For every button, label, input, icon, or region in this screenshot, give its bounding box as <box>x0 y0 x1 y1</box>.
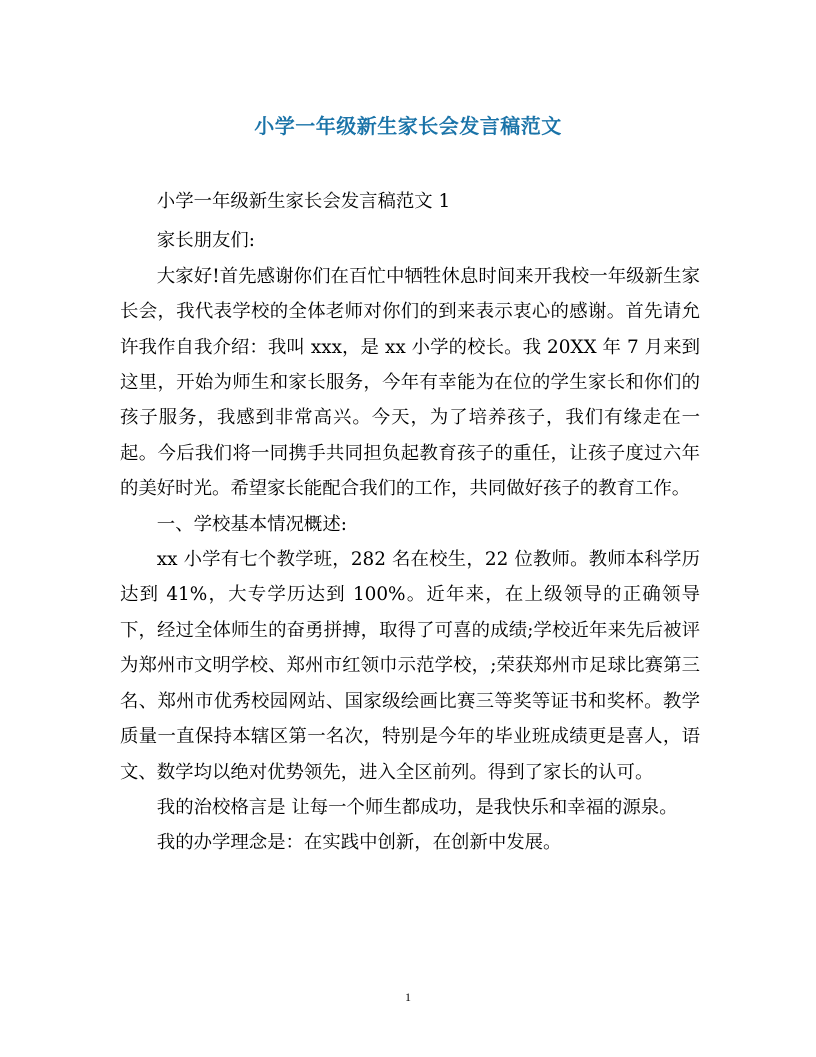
section-heading: 一、学校基本情况概述: <box>156 513 347 535</box>
paragraph: 我的办学理念是：在实践中创新，在创新中发展。 <box>156 832 562 854</box>
paragraph: xx 小学有七个教学班，282 名在校生，22 位教师。教师本科学历达到 41%，大专学历达到 100%。近年来，在上级领导的正确领导下，经过全体师生的奋勇拼搏，取得了可喜的成绩;学校近年来先后被评为郑州市文明学校、郑州市红领巾示范学校，;荣获郑州市足球比赛第三名、郑州市优秀校园网站、国家级绘画比赛三等奖等证书和奖杯。教学质量一直保持本辖区第一名次，特别是今年的毕业班成绩更是喜人，语文、数学均以绝对优势领先，进入全区前列。得到了家长的认可。 <box>120 549 700 783</box>
paragraph: 大家好!首先感谢你们在百忙中牺牲休息时间来开我校一年级新生家长会，我代表学校的全体老师对你们的到来表示衷心的感谢。首先请允许我作自我介绍：我叫 xxx，是 xx 小学的校长。我 20XX 年 7 月来到这里，开始为师生和家长服务，今年有幸能为在位的学生家长和你们的孩子服务，我感到非常高兴。今天，为了培养孩子，我们有缘走在一起。今后我们将一同携手共同担负起教育孩子的重任，让孩子度过六年的美好时光。希望家长能配合我们的工作，共同做好孩子的教育工作。 <box>120 265 700 500</box>
salutation: 家长朋友们: <box>156 230 255 252</box>
section-heading: 小学一年级新生家长会发言稿范文 1 <box>156 191 451 212</box>
document-body <box>120 184 700 861</box>
page-number: 1 <box>405 990 411 1004</box>
document-title: 小学一年级新生家长会发言稿范文 <box>254 114 562 138</box>
paragraph: 我的治校格言是 让每一个师生都成功，是我快乐和幸福的源泉。 <box>156 796 678 818</box>
